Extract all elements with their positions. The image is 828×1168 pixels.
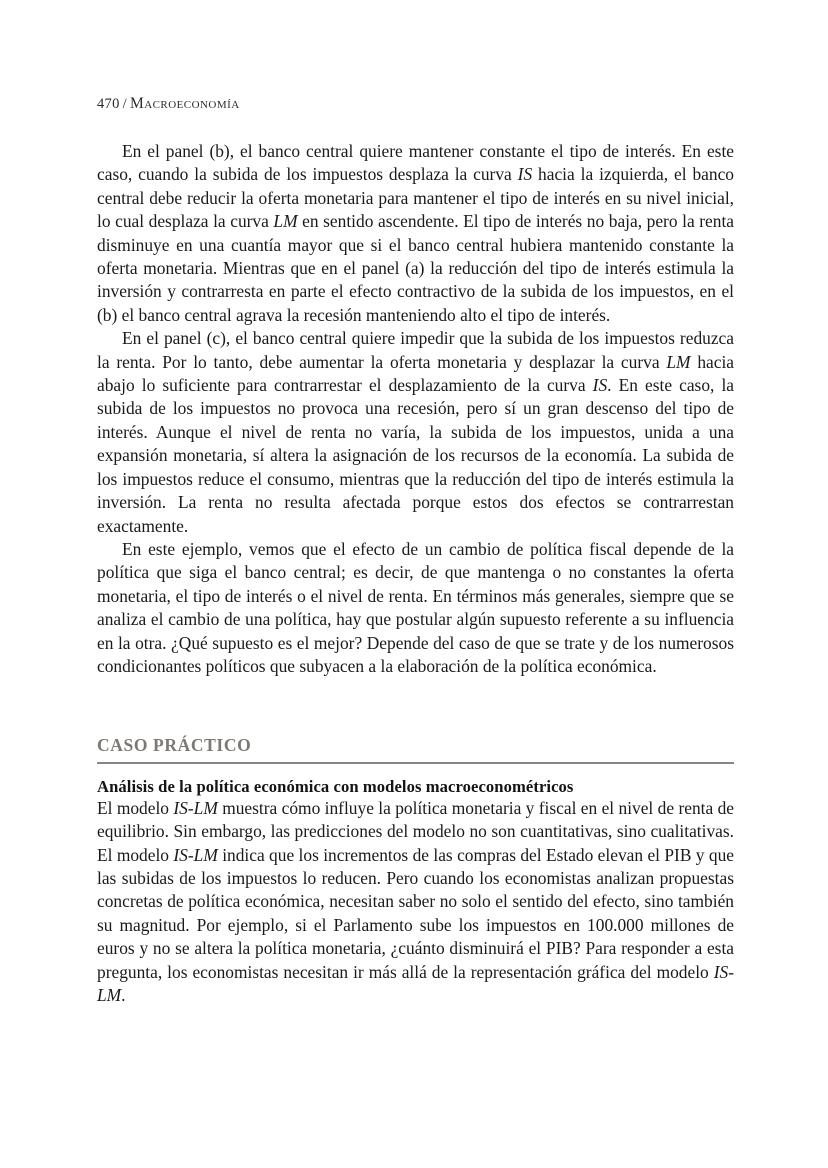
paragraph-1-segment-2: hacia la izquierda, el banco central debe reducir la oferta monetaria para mantener el tipo de interés en su nivel inicial, lo cual desplaza la curva (97, 164, 734, 232)
paragraph-panel-c (97, 327, 734, 538)
running-head (97, 95, 240, 113)
case-paragraph-segment-1: El modelo (97, 797, 174, 818)
case-study-kicker: CASO PRÁCTICO (97, 735, 252, 756)
text-column (97, 140, 734, 1008)
curve-label-is: IS (592, 375, 608, 396)
case-study-block (97, 734, 734, 1007)
case-study-title: Análisis de la política económica con modelos macroeconométricos (97, 776, 574, 796)
paragraph-2-segment-2: hacia abajo lo suficiente para contrarrestar el desplazamiento de la curva (97, 351, 734, 396)
case-study-divider (97, 762, 734, 764)
paragraph-1-segment-1: En el panel (b), el banco central quiere mantener constante el tipo de interés. En este caso, cuando la subida de los impuestos desplaza la curva (97, 141, 734, 185)
case-paragraph-segment-2: muestra cómo influye la política monetaria y fiscal en el nivel de renta de equilibrio. Sin embargo, las predicciones del modelo no son cuantitativas, sino cualitativas. El modelo (97, 797, 734, 865)
paragraph-policy-summary: En este ejemplo, vemos que el efecto de un cambio de política fiscal depende de la política que siga el banco central; es decir, de que mantenga o no constantes la oferta monetaria, el tipo de interés o el nivel de renta. En términos más generales, siempre que se analiza el cambio de una política, hay que postular algún supuesto referente a su influencia en la otra. ¿Qué supuesto es el mejor? Depende del caso de que se trate y de los numerosos condicionantes políticos que subyacen a la elaboración de la política económica. (97, 538, 734, 676)
case-paragraph-segment-3: indica que los incrementos de las compras del Estado elevan el PIB y que las subidas de los impuestos lo reducen. Pero cuando los economistas analizan propuestas concretas de política económica, necesitan saber no solo el sentido del efecto, sino también su magnitud. Por ejemplo, si el Parlamento sube los impuestos en 100.000 millones de euros y no se altera la política monetaria, ¿cuánto disminuirá el PIB? Para responder a esta pregunta, los economistas necesitan ir más allá de la representación gráfica del modelo (97, 844, 734, 982)
paragraph-2-segment-1: En el panel (c), el banco central quiere impedir que la subida de los impuestos reduzca la renta. Por lo tanto, debe aumentar la oferta monetaria y desplazar la curva (97, 328, 734, 372)
curve-label-lm: LM (666, 351, 691, 372)
page-folio-number: 470 (97, 96, 120, 112)
model-label-is-lm: IS-LM (173, 844, 218, 865)
model-label-is-lm: IS-LM (97, 961, 734, 1006)
case-study-paragraph (97, 797, 734, 1008)
curve-label-lm: LM (273, 211, 298, 232)
running-head-book-title: Macroeconomía (129, 95, 240, 112)
curve-label-is: IS (517, 164, 533, 185)
running-head-separator: / (122, 96, 127, 112)
model-label-is-lm: IS-LM (173, 797, 218, 818)
paragraph-panel-b (97, 140, 734, 327)
case-paragraph-segment-4: . (121, 985, 126, 1006)
paragraph-2-segment-3: . En este caso, la subida de los impuestos no provoca una recesión, pero sí un gran descenso del tipo de interés. Aunque el nivel de renta no varía, la subida de los impuestos, unida a una expansión monetaria, sí altera la asignación de los recursos de la economía. La subida de los impuestos reduce el consumo, mientras que la reducción del tipo de interés estimula la inversión. La renta no resulta afectada porque estos dos efectos se contrarrestan exactamente. (97, 375, 734, 536)
paragraph-1-segment-3: en sentido ascendente. El tipo de interés no baja, pero la renta disminuye en una cuantía mayor que si el banco central hubiera mantenido constante la oferta monetaria. Mientras que en el panel (a) la reducción del tipo de interés estimula la inversión y contrarresta en parte el efecto contractivo de la subida de los impuestos, en el (b) el banco central agrava la recesión manteniendo alto el tipo de interés. (97, 211, 734, 325)
